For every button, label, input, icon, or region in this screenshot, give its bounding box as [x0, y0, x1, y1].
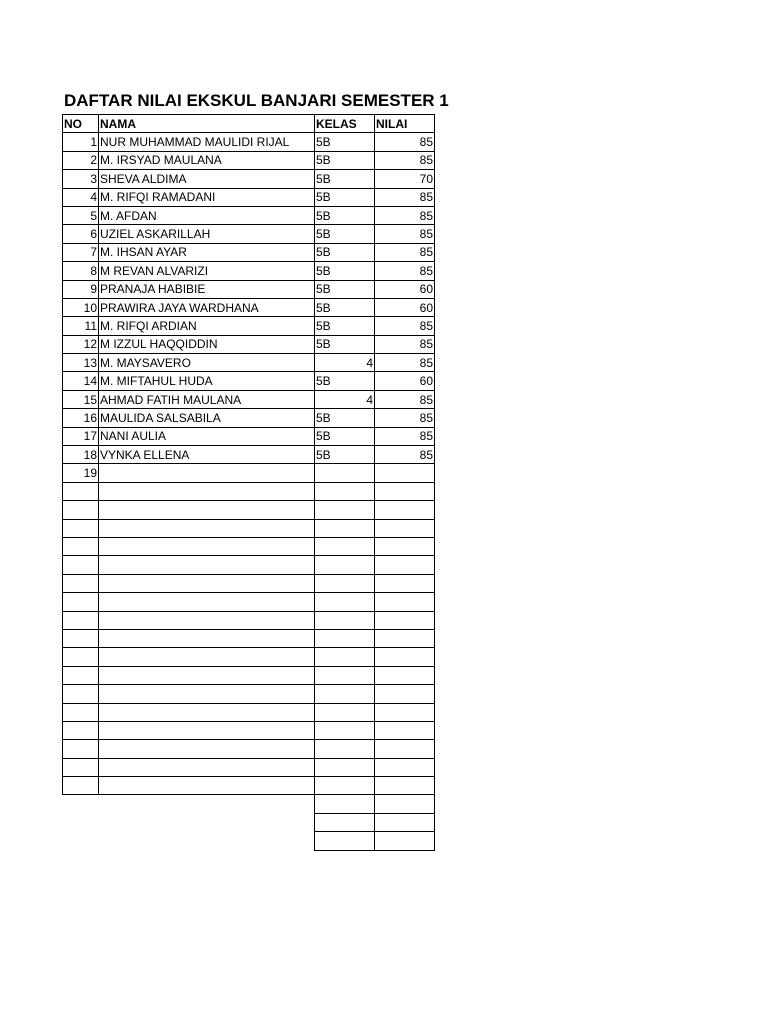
- cell-kelas[interactable]: [315, 721, 375, 739]
- cell-no[interactable]: 8: [63, 262, 99, 280]
- cell-no[interactable]: [63, 482, 99, 500]
- cell-nilai[interactable]: 85: [375, 390, 435, 408]
- cell-nilai[interactable]: [375, 501, 435, 519]
- cell-nama[interactable]: [99, 464, 315, 482]
- cell-nama[interactable]: [99, 703, 315, 721]
- table-row: [63, 262, 435, 280]
- table-row: [63, 721, 435, 739]
- cell-no[interactable]: 1: [63, 133, 99, 151]
- cell-nama[interactable]: [99, 501, 315, 519]
- cell-no[interactable]: 3: [63, 170, 99, 188]
- table-row: [63, 133, 435, 151]
- cell-nama[interactable]: NUR MUHAMMAD MAULIDI RIJAL: [99, 133, 315, 151]
- cell-no[interactable]: [63, 611, 99, 629]
- cell-nilai[interactable]: [375, 611, 435, 629]
- cell-nilai[interactable]: [375, 537, 435, 555]
- cell-no[interactable]: 18: [63, 446, 99, 464]
- table-row: [63, 611, 435, 629]
- cell-nilai[interactable]: [375, 593, 435, 611]
- cell-nilai[interactable]: 85: [375, 243, 435, 261]
- cell-nama[interactable]: MAULIDA SALSABILA: [99, 409, 315, 427]
- cell-nama[interactable]: [99, 611, 315, 629]
- cell-nilai[interactable]: [375, 740, 435, 758]
- cell-kelas[interactable]: [315, 482, 375, 500]
- cell-nilai[interactable]: [375, 795, 435, 813]
- cell-nilai[interactable]: [375, 703, 435, 721]
- cell-kelas[interactable]: 5B: [315, 170, 375, 188]
- cell-kelas[interactable]: [315, 777, 375, 795]
- cell-nilai[interactable]: 70: [375, 170, 435, 188]
- cell-nama[interactable]: [99, 482, 315, 500]
- cell-no[interactable]: 9: [63, 280, 99, 298]
- cell-no[interactable]: 15: [63, 390, 99, 408]
- table-row: [63, 685, 435, 703]
- cell-nama[interactable]: [99, 758, 315, 776]
- empty-cell: [63, 813, 99, 831]
- cell-nama[interactable]: [99, 777, 315, 795]
- cell-kelas[interactable]: 5B: [315, 317, 375, 335]
- cell-kelas[interactable]: 5B: [315, 133, 375, 151]
- table-row: [63, 519, 435, 537]
- cell-no[interactable]: [63, 501, 99, 519]
- cell-nilai[interactable]: [375, 721, 435, 739]
- cell-no[interactable]: [63, 758, 99, 776]
- cell-kelas[interactable]: [315, 666, 375, 684]
- cell-no[interactable]: 12: [63, 335, 99, 353]
- cell-kelas[interactable]: 4: [315, 390, 375, 408]
- cell-no[interactable]: 14: [63, 372, 99, 390]
- table-row: [63, 464, 435, 482]
- empty-cell: [99, 813, 315, 831]
- table-row: [63, 427, 435, 445]
- cell-nama[interactable]: M. IRSYAD MAULANA: [99, 151, 315, 169]
- table-row: [63, 832, 435, 850]
- table-row: [63, 298, 435, 316]
- cell-nama[interactable]: M. AFDAN: [99, 206, 315, 224]
- cell-nama[interactable]: M. MIFTAHUL HUDA: [99, 372, 315, 390]
- cell-kelas[interactable]: 5B: [315, 335, 375, 353]
- cell-kelas[interactable]: 5B: [315, 151, 375, 169]
- cell-kelas[interactable]: [315, 611, 375, 629]
- sheet-title: DAFTAR NILAI EKSKUL BANJARI SEMESTER 1: [64, 91, 449, 110]
- cell-no[interactable]: [63, 629, 99, 647]
- grade-table: [62, 114, 435, 851]
- grade-table-body: [63, 115, 435, 851]
- cell-nama[interactable]: NANI AULIA: [99, 427, 315, 445]
- cell-nilai[interactable]: 60: [375, 372, 435, 390]
- table-row: [63, 574, 435, 592]
- cell-no[interactable]: [63, 666, 99, 684]
- cell-nilai[interactable]: [375, 482, 435, 500]
- cell-kelas[interactable]: [315, 629, 375, 647]
- cell-no[interactable]: 6: [63, 225, 99, 243]
- cell-no[interactable]: 11: [63, 317, 99, 335]
- table-row: [63, 390, 435, 408]
- cell-nilai[interactable]: 85: [375, 151, 435, 169]
- empty-cell: [63, 832, 99, 850]
- empty-cell: [63, 795, 99, 813]
- table-row: [63, 648, 435, 666]
- cell-nama[interactable]: M IZZUL HAQQIDDIN: [99, 335, 315, 353]
- cell-nilai[interactable]: [375, 629, 435, 647]
- table-row: [63, 629, 435, 647]
- cell-nama[interactable]: [99, 648, 315, 666]
- cell-nama[interactable]: [99, 556, 315, 574]
- cell-nama[interactable]: UZIEL ASKARILLAH: [99, 225, 315, 243]
- cell-nilai[interactable]: 85: [375, 262, 435, 280]
- cell-nilai[interactable]: 85: [375, 354, 435, 372]
- cell-no[interactable]: 10: [63, 298, 99, 316]
- cell-nama[interactable]: M REVAN ALVARIZI: [99, 262, 315, 280]
- empty-cell: [99, 832, 315, 850]
- header-nama[interactable]: NAMA: [99, 115, 315, 133]
- cell-nilai[interactable]: [375, 574, 435, 592]
- cell-no[interactable]: 17: [63, 427, 99, 445]
- table-row: [63, 556, 435, 574]
- cell-kelas[interactable]: [315, 685, 375, 703]
- cell-nama[interactable]: M. MAYSAVERO: [99, 354, 315, 372]
- table-row: [63, 372, 435, 390]
- cell-nama[interactable]: M. IHSAN AYAR: [99, 243, 315, 261]
- cell-nama[interactable]: [99, 519, 315, 537]
- cell-nama[interactable]: PRANAJA HABIBIE: [99, 280, 315, 298]
- header-no[interactable]: NO: [63, 115, 99, 133]
- table-row: [63, 740, 435, 758]
- cell-kelas[interactable]: 4: [315, 354, 375, 372]
- cell-nama[interactable]: [99, 593, 315, 611]
- cell-nilai[interactable]: 85: [375, 225, 435, 243]
- cell-no[interactable]: [63, 593, 99, 611]
- cell-nama[interactable]: SHEVA ALDIMA: [99, 170, 315, 188]
- cell-no[interactable]: 13: [63, 354, 99, 372]
- table-row: [63, 537, 435, 555]
- table-row: [63, 206, 435, 224]
- cell-kelas[interactable]: [315, 813, 375, 831]
- cell-kelas[interactable]: 5B: [315, 225, 375, 243]
- cell-nilai[interactable]: [375, 666, 435, 684]
- cell-kelas[interactable]: [315, 464, 375, 482]
- header-row: [63, 115, 435, 133]
- cell-no[interactable]: [63, 648, 99, 666]
- cell-nama[interactable]: [99, 537, 315, 555]
- cell-nilai[interactable]: [375, 464, 435, 482]
- header-kelas[interactable]: KELAS: [315, 115, 375, 133]
- cell-nilai[interactable]: 60: [375, 298, 435, 316]
- cell-no[interactable]: 4: [63, 188, 99, 206]
- cell-kelas[interactable]: 5B: [315, 446, 375, 464]
- table-row: [63, 777, 435, 795]
- cell-nama[interactable]: [99, 666, 315, 684]
- cell-nama[interactable]: [99, 574, 315, 592]
- cell-nilai[interactable]: 60: [375, 280, 435, 298]
- empty-cell: [99, 795, 315, 813]
- cell-kelas[interactable]: 5B: [315, 262, 375, 280]
- cell-nilai[interactable]: [375, 519, 435, 537]
- cell-nama[interactable]: M. RIFQI RAMADANI: [99, 188, 315, 206]
- table-row: [63, 317, 435, 335]
- cell-kelas[interactable]: 5B: [315, 409, 375, 427]
- table-row: [63, 666, 435, 684]
- cell-nilai[interactable]: 85: [375, 133, 435, 151]
- cell-kelas[interactable]: [315, 501, 375, 519]
- cell-kelas[interactable]: 5B: [315, 188, 375, 206]
- table-row: [63, 795, 435, 813]
- cell-nama[interactable]: VYNKA ELLENA: [99, 446, 315, 464]
- cell-no[interactable]: [63, 685, 99, 703]
- cell-nilai[interactable]: 85: [375, 317, 435, 335]
- cell-nilai[interactable]: [375, 777, 435, 795]
- table-row: [63, 151, 435, 169]
- cell-kelas[interactable]: 5B: [315, 298, 375, 316]
- cell-nilai[interactable]: 85: [375, 335, 435, 353]
- cell-no[interactable]: [63, 556, 99, 574]
- cell-nilai[interactable]: [375, 685, 435, 703]
- table-row: [63, 446, 435, 464]
- cell-no[interactable]: 16: [63, 409, 99, 427]
- table-row: [63, 188, 435, 206]
- cell-no[interactable]: [63, 537, 99, 555]
- cell-kelas[interactable]: [315, 537, 375, 555]
- table-row: [63, 703, 435, 721]
- cell-nilai[interactable]: 85: [375, 188, 435, 206]
- cell-kelas[interactable]: [315, 519, 375, 537]
- cell-kelas[interactable]: [315, 703, 375, 721]
- cell-no[interactable]: [63, 721, 99, 739]
- cell-nilai[interactable]: [375, 832, 435, 850]
- cell-kelas[interactable]: [315, 795, 375, 813]
- cell-no[interactable]: [63, 703, 99, 721]
- cell-nilai[interactable]: [375, 556, 435, 574]
- table-row: [63, 813, 435, 831]
- cell-no[interactable]: 7: [63, 243, 99, 261]
- table-row: [63, 593, 435, 611]
- cell-nama[interactable]: PRAWIRA JAYA WARDHANA: [99, 298, 315, 316]
- cell-no[interactable]: [63, 574, 99, 592]
- table-row: [63, 482, 435, 500]
- cell-kelas[interactable]: 5B: [315, 427, 375, 445]
- cell-nilai[interactable]: [375, 813, 435, 831]
- cell-no[interactable]: 5: [63, 206, 99, 224]
- cell-nama[interactable]: [99, 629, 315, 647]
- table-row: [63, 409, 435, 427]
- cell-kelas[interactable]: [315, 648, 375, 666]
- cell-no[interactable]: [63, 740, 99, 758]
- cell-kelas[interactable]: [315, 740, 375, 758]
- cell-nama[interactable]: [99, 740, 315, 758]
- cell-kelas[interactable]: [315, 758, 375, 776]
- cell-kelas[interactable]: [315, 556, 375, 574]
- cell-kelas[interactable]: [315, 574, 375, 592]
- cell-kelas[interactable]: [315, 593, 375, 611]
- header-nilai[interactable]: NILAI: [375, 115, 435, 133]
- cell-no[interactable]: [63, 777, 99, 795]
- cell-no[interactable]: 19: [63, 464, 99, 482]
- cell-nilai[interactable]: 85: [375, 409, 435, 427]
- cell-no[interactable]: [63, 519, 99, 537]
- cell-nama[interactable]: M. RIFQI ARDIAN: [99, 317, 315, 335]
- cell-nama[interactable]: [99, 685, 315, 703]
- cell-kelas[interactable]: [315, 832, 375, 850]
- cell-kelas[interactable]: 5B: [315, 243, 375, 261]
- table-row: [63, 335, 435, 353]
- cell-kelas[interactable]: 5B: [315, 280, 375, 298]
- cell-kelas[interactable]: 5B: [315, 372, 375, 390]
- table-row: [63, 354, 435, 372]
- cell-nama[interactable]: AHMAD FATIH MAULANA: [99, 390, 315, 408]
- table-row: [63, 243, 435, 261]
- cell-nilai[interactable]: [375, 758, 435, 776]
- cell-nilai[interactable]: 85: [375, 446, 435, 464]
- table-row: [63, 501, 435, 519]
- cell-nilai[interactable]: 85: [375, 427, 435, 445]
- cell-nilai[interactable]: 85: [375, 206, 435, 224]
- cell-no[interactable]: 2: [63, 151, 99, 169]
- cell-nama[interactable]: [99, 721, 315, 739]
- table-row: [63, 758, 435, 776]
- table-row: [63, 280, 435, 298]
- table-row: [63, 225, 435, 243]
- table-row: [63, 170, 435, 188]
- cell-nilai[interactable]: [375, 648, 435, 666]
- cell-kelas[interactable]: 5B: [315, 206, 375, 224]
